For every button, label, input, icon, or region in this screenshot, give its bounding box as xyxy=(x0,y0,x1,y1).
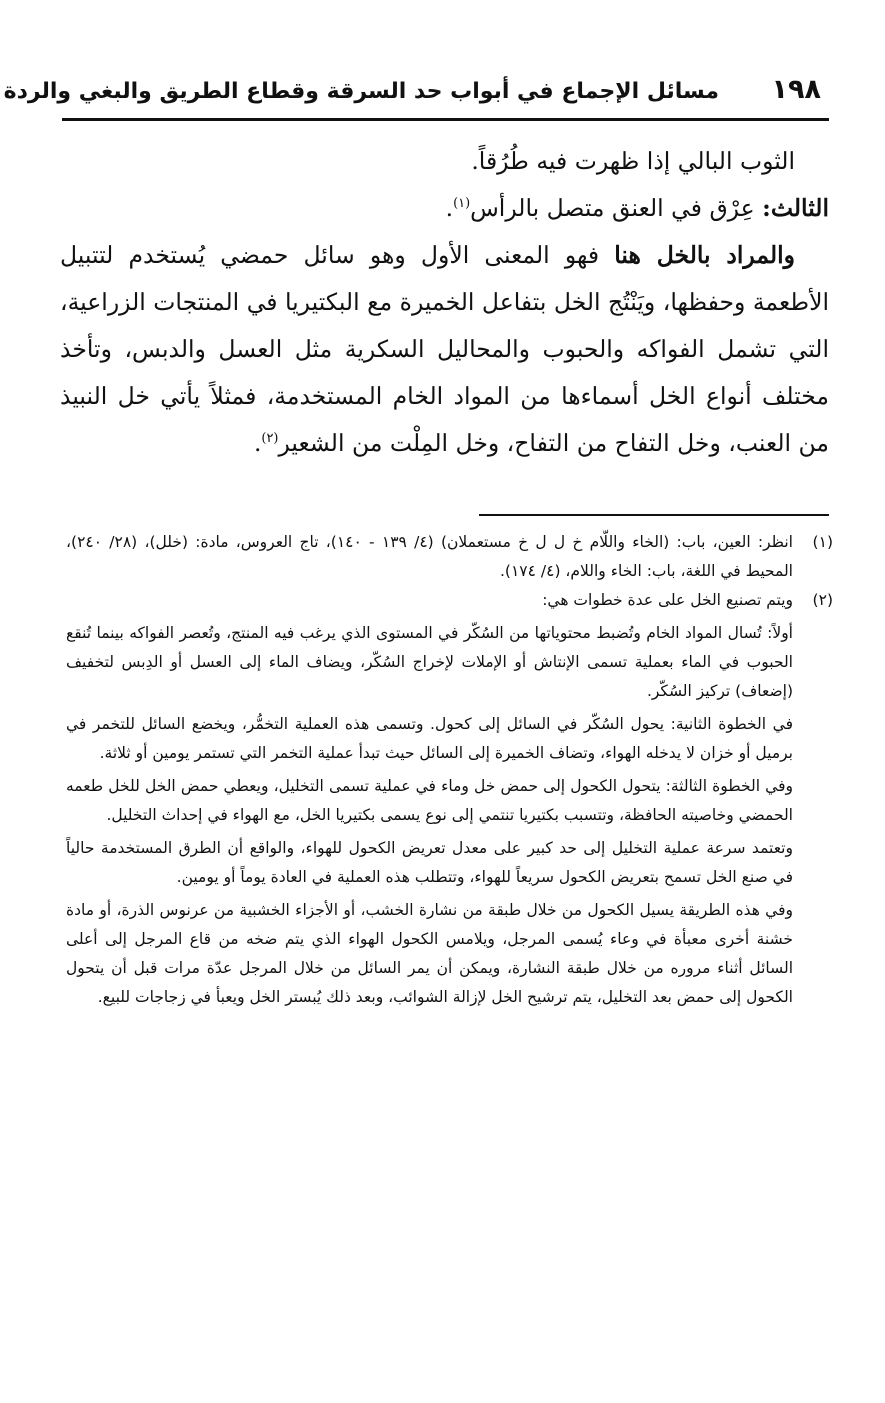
footnote-separator xyxy=(479,514,829,516)
continued-line: الثوب البالي إذا ظهرت فيه طُرُقاً. xyxy=(471,147,795,175)
running-title: مسائل الإجماع في أبواب حد السرقة وقطاع الطريق والبغي والردة xyxy=(3,79,719,104)
third-text: عِرْق في العنق متصل بالرأس xyxy=(470,194,763,222)
page-number: ١٩٨ xyxy=(771,74,821,105)
footnote-ref-2[interactable]: (٢) xyxy=(261,431,279,447)
footnote-intro: ويتم تصنيع الخل على عدة خطوات هي: xyxy=(542,591,793,609)
main-text xyxy=(60,138,829,467)
footnote-paragraph: وفي هذه الطريقة يسيل الكحول من خلال طبقة من نشارة الخشب، أو الأجزاء الخشبية من عرنوس الذرة، أو مادة خشنة أخرى معبأة في وعاء يُسمى المرجل، ويلامس الكحول الهواء الذي يتم ضخه من قاع المرجل إلى أعلى السائل أثناء مروره من خلال طبقة النشارة، ويمكن أن يمر السائل من خلال المرجل عدّة مرات قبل أن يتحول الكحول إلى حمض بعد التخليل، يتم ترشيح الخل لإزالة الشوائب، وبعد ذلك يُبستر الخل ويعبأ في زجاجات للبيع. xyxy=(66,901,793,1006)
third-end: . xyxy=(445,194,454,222)
third-meaning xyxy=(60,185,829,232)
footnote-number: (١) xyxy=(812,533,833,551)
third-label: الثالث: xyxy=(762,194,829,222)
vinegar-paragraph xyxy=(60,232,829,467)
vinegar-text: فهو المعنى الأول وهو سائل حمضي يُستخدم لتتبيل الأطعمة وحفظها، ويَنْتُج الخل بتفاعل الخميرة مع البكتيريا في المنتجات الزراعية، التي تشمل الفواكه والحبوب والمحاليل السكرية مثل العسل والدبس، وتأخذ مختلف أنواع الخل أسماءها من المواد الخام المستخدمة، فمثلاً يأتي خل النبيذ من العنب، وخل التفاح من التفاح، وخل المِلْت من الشعير xyxy=(60,241,829,457)
footnote-paragraph: وفي الخطوة الثالثة: يتحول الكحول إلى حمض خل وماء في عملية تسمى التخليل، ويعطي حمض الخل للخل طعمه الحمضي وخاصيته الحافظة، وتتسبب بكتيريا تنتمي إلى نوع يسمى بكتيريا الخل، مع الهواء في إحداث التخليل. xyxy=(66,777,793,824)
footnotes xyxy=(66,528,833,1016)
page-header xyxy=(3,70,829,121)
footnote-2 xyxy=(66,586,833,1012)
footnote-body xyxy=(66,586,793,1012)
footnote-paragraph: في الخطوة الثانية: يحول السُكّر في السائل إلى كحول. وتسمى هذه العملية التخمُّر، ويخضع السائل للتخمر في برميل أو خزان لا يدخله الهواء، وتضاف الخميرة إلى السائل حيث تبدأ عملية التخمر التي تستمر يومين أو ثلاثة. xyxy=(66,715,793,762)
footnote-number: (٢) xyxy=(812,591,833,609)
footnote-text: انظر: العين، باب: (الخاء واللّام خ ل ل خ مستعملان) (٤/ ١٣٩ - ١٤٠)، تاج العروس، مادة: (خلل)، (٢٨/ ٢٤٠)، المحيط في اللغة، باب: الخاء واللام، (٤/ ١٧٤). xyxy=(66,533,793,580)
footnote-1 xyxy=(66,528,833,586)
footnote-paragraph: أولاً: تُسال المواد الخام وتُضبط محتوياتها من السُكّر في المستوى الذي يرغب فيه المنتج، وتُعصر الفواكه بينما تُنقع الحبوب في الماء بعملية تسمى الإنتاش أو الإملات لإخراج السُكّر، ويضاف الماء إلى العسل أو الدِبس لتخفيف (إضعاف) تركيز السُكّر. xyxy=(66,624,793,700)
vinegar-end: . xyxy=(253,429,262,457)
footnote-paragraph: وتعتمد سرعة عملية التخليل إلى حد كبير على معدل تعريض الكحول للهواء، والواقع أن الطرق المستخدمة حالياً في صنع الخل تسمح بتعريض الكحول سريعاً للهواء، وتتطلب هذه العملية في العادة يوماً أو يومين. xyxy=(66,839,793,886)
footnote-ref-1[interactable]: (١) xyxy=(453,196,471,212)
vinegar-keyword: والمراد بالخل هنا xyxy=(614,241,796,269)
